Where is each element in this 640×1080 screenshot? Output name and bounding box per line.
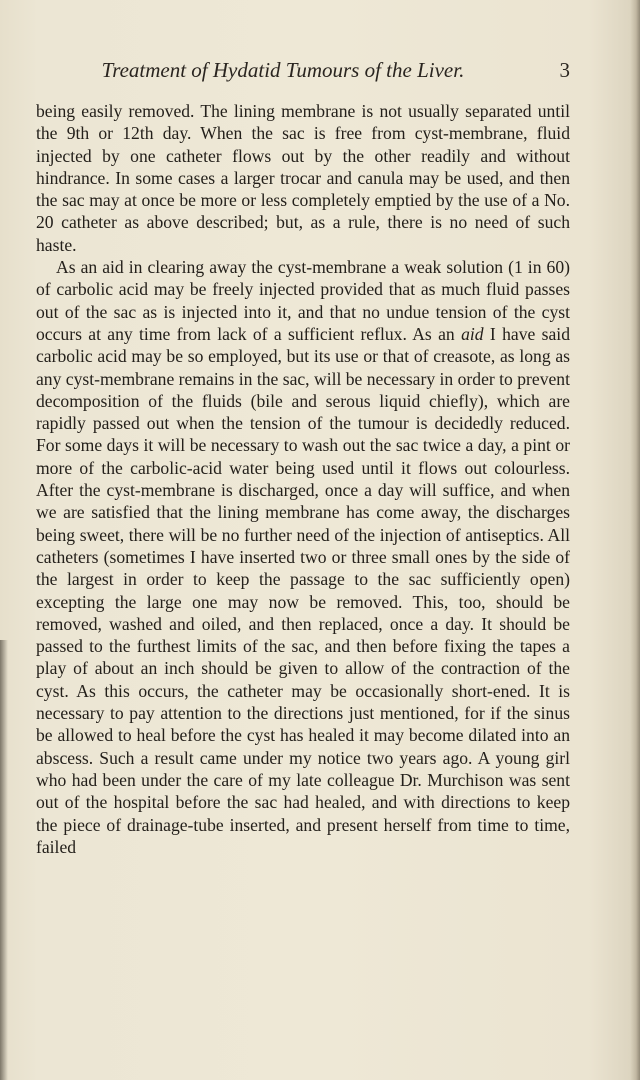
- italic-text: aid: [461, 323, 484, 344]
- body-text: [36, 100, 570, 858]
- paragraph: [36, 256, 570, 858]
- running-head: [36, 58, 570, 90]
- paragraph: [36, 100, 570, 256]
- paragraph-text: being easily removed. The lining membrane is not usually separated until the 9th or 12th day. When the sac is free from cyst-membrane, fluid injected by one catheter flows out by the other readily and without hindrance. In some cases a larger trocar and canula may be used, and then the sac may at once be more or less completely emptied by the use of a No. 20 catheter as above described; but, as a rule, there is no need of such haste.: [36, 101, 570, 255]
- page-number: 3: [559, 58, 570, 82]
- running-head-title: Treatment of Hydatid Tumours of the Liver.: [101, 58, 465, 82]
- page-edge-shadow: [630, 0, 640, 1080]
- spine-shadow: [0, 640, 8, 1080]
- paragraph-text: As an aid in clearing away the cyst-membrane a weak solution (1 in 60) of carbolic acid may be freely injected provided that as much fluid passes out of the sac as is injected into it, and that no undue tension of the cyst occurs at any time from lack of a sufficient reflux. As an: [36, 257, 570, 344]
- paragraph-text: I have said carbolic acid may be so employed, but its use or that of creasote, as long as any cyst-membrane remains in the sac, will be necessary in order to prevent decomposition of the fluids (bile and serous liquid chiefly), which are rapidly passed out when the tension of the tumour is decidedly reduced. For some days it will be necessary to wash out the sac twice a day, a pint or more of the carbolic-acid water being used until it flows out colourless. After the cyst-membrane is discharged, once a day will suffice, and when we are satisfied that the lining membrane has come away, the discharges being sweet, there will be no further need of the injection of antiseptics. All catheters (sometimes I have inserted two or three small ones by the side of the largest in order to keep the passage to the sac sufficiently open) excepting the large one may now be removed. This, too, should be removed, washed and oiled, and then replaced, once a day. It should be passed to the furthest limits of the sac, and then before fixing the tapes a play of about an inch should be given to allow of the contraction of the cyst. As this occurs, the catheter may be occasionally short-ened. It is necessary to pay attention to the directions just mentioned, for if the sinus be allowed to heal before the cyst has healed it may become dilated into an abscess. Such a result came under my notice two years ago. A young girl who had been under the care of my late colleague Dr. Murchison was sent out of the hospital before the sac had healed, and with directions to keep the piece of drainage-tube inserted, and present herself from time to time, failed: [36, 323, 570, 857]
